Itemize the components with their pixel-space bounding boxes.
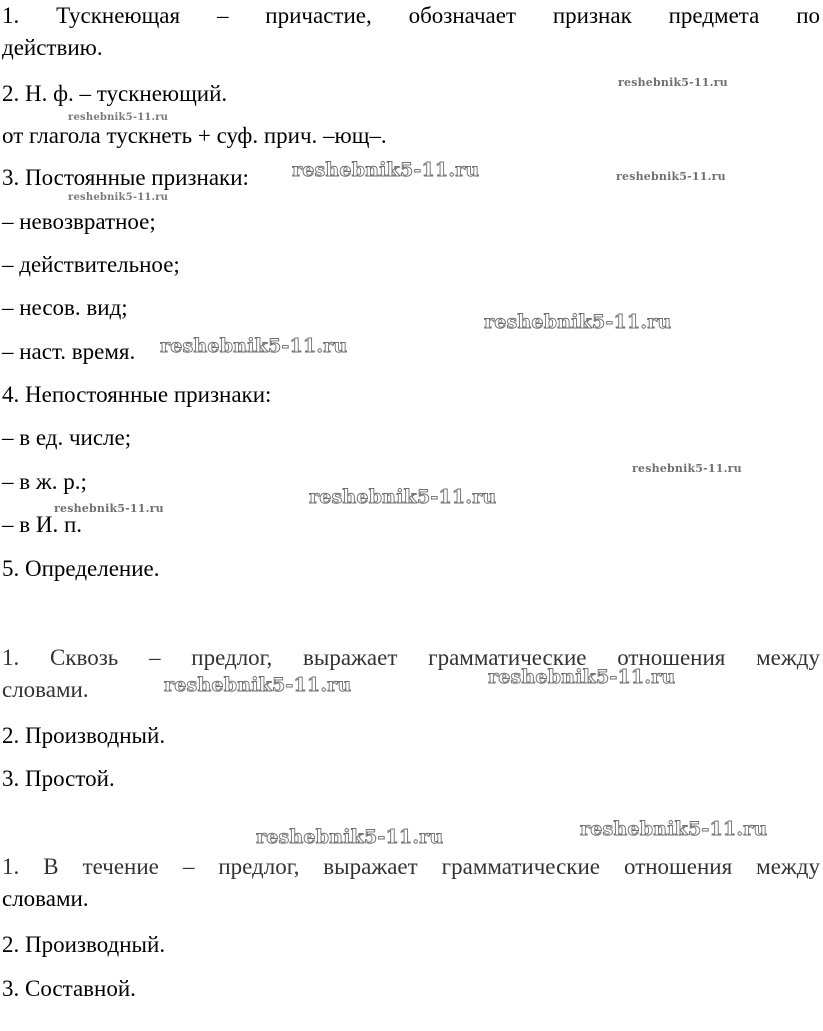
b1-line-3: от глагола тускнеть + суф. прич. –ющ–. bbox=[2, 123, 387, 148]
b3-line-1: 1. В течение – предлог, выражает грамматические отношения между bbox=[2, 854, 820, 879]
b1-line-11: – в ж. р.; bbox=[2, 469, 87, 494]
watermark: reshebnik5-11.ru bbox=[484, 311, 672, 333]
watermark: reshebnik5-11.ru bbox=[160, 335, 348, 357]
b2-line-2: 2. Производный. bbox=[2, 723, 166, 748]
b1-line-7: – несов. вид; bbox=[2, 295, 128, 320]
b2-line-3: 3. Простой. bbox=[2, 766, 115, 791]
watermark: reshebnik5-11.ru bbox=[68, 112, 169, 123]
watermark: reshebnik5-11.ru bbox=[256, 826, 444, 848]
b2-line-1: 1. Сквозь – предлог, выражает грамматические отношения между bbox=[2, 645, 820, 670]
b2-line-1-cont: словами. bbox=[2, 677, 89, 702]
b3-line-1-cont: словами. bbox=[2, 886, 89, 911]
watermark: reshebnik5-11.ru bbox=[616, 170, 726, 183]
b1-line-1: 1. Тускнеющая – причастие, обозначает признак предмета по bbox=[2, 3, 820, 28]
watermark: reshebnik5-11.ru bbox=[580, 818, 768, 840]
b1-line-2: 2. Н. ф. – тускнеющий. bbox=[2, 81, 228, 106]
b1-line-9: 4. Непостоянные признаки: bbox=[2, 382, 272, 407]
watermark: reshebnik5-11.ru bbox=[292, 159, 480, 181]
b1-line-4: 3. Постоянные признаки: bbox=[2, 165, 249, 190]
b1-line-12: – в И. п. bbox=[2, 512, 83, 537]
watermark: reshebnik5-11.ru bbox=[68, 192, 169, 203]
b1-line-5: – невозвратное; bbox=[2, 209, 156, 234]
b3-line-3: 3. Составной. bbox=[2, 976, 136, 1001]
b1-line-1-cont: действию. bbox=[2, 35, 103, 60]
b3-line-2: 2. Производный. bbox=[2, 932, 166, 957]
b1-line-8: – наст. время. bbox=[2, 339, 136, 364]
watermark: reshebnik5-11.ru bbox=[488, 666, 676, 688]
b1-line-13: 5. Определение. bbox=[2, 556, 160, 581]
watermark: reshebnik5-11.ru bbox=[632, 462, 742, 475]
watermark: reshebnik5-11.ru bbox=[618, 76, 728, 89]
b1-line-6: – действительное; bbox=[2, 252, 180, 277]
watermark: reshebnik5-11.ru bbox=[309, 486, 497, 508]
b1-line-10: – в ед. числе; bbox=[2, 425, 132, 450]
watermark: reshebnik5-11.ru bbox=[164, 674, 352, 696]
watermark: reshebnik5-11.ru bbox=[54, 502, 164, 515]
